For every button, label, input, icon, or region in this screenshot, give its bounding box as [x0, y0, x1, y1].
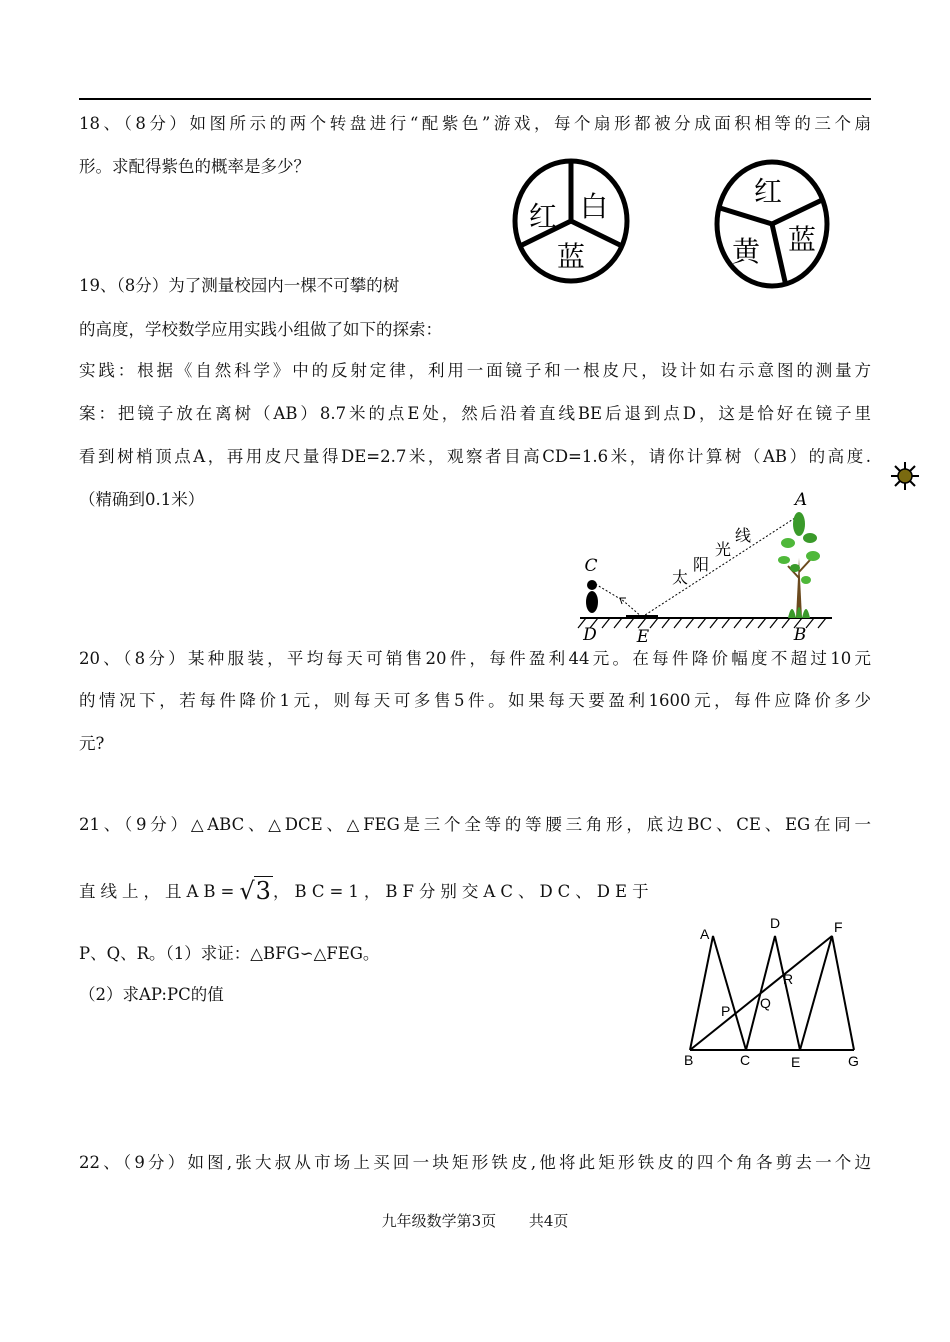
wheel1-bottom-label: 蓝 [556, 240, 586, 273]
vertex-label-C: C [740, 1052, 751, 1068]
point-label-C: C [584, 556, 598, 576]
q19-line2: 的高度，学校数学应用实践小组做了如下的探索： [79, 320, 442, 339]
wheel2-left-label: 黄 [731, 235, 761, 268]
ray-char-2: 阳 [692, 555, 710, 574]
q20-line3: 元? [79, 734, 105, 753]
q21-line4: （2）求AP:PC的值 [79, 985, 224, 1004]
vertex-label-E: E [791, 1054, 801, 1070]
point-label-E: E [636, 627, 650, 647]
q19-line3: 实践：根据《自然科学》中的反射定律，利用一面镜子和一根皮尺，设计如右示意图的测量方 [79, 361, 871, 380]
q21-line2-suffix: ，BC=1，BF分别交AC、DC、DE于 [272, 882, 654, 901]
footer-total-pages: 共4页 [528, 1212, 569, 1230]
sun-decoration-icon [890, 461, 920, 491]
q19-line5: 看到树梢顶点A，再用皮尺量得DE=2.7米，观察者目高CD=1.6米，请你计算树（AB）的高度. [79, 447, 871, 466]
mirror-measurement-figure [570, 488, 840, 648]
q20-line1: 20、（8分）某种服装，平均每天可销售20件，每件盈利44元。在每件降价幅度不超过10元 [79, 649, 871, 668]
wheel2-top-label: 红 [753, 175, 783, 208]
q18-line1: 18、（8分）如图所示的两个转盘进行“配紫色”游戏，每个扇形都被分成面积相等的三个扇 [79, 114, 871, 133]
q19-line6: （精确到0.1米） [79, 490, 205, 509]
q20-line2: 的情况下，若每件降价1元，则每天可多售5件。如果每天要盈利1600元，每件应降价多少 [79, 691, 871, 710]
top-rule [79, 98, 871, 100]
ray-char-4: 线 [734, 526, 752, 545]
vertex-label-G: G [848, 1053, 859, 1069]
vertex-label-F: F [834, 919, 843, 935]
q21-line1: 21、（9分）△ABC、△DCE、△FEG是三个全等的等腰三角形，底边BC、CE、EG在同一 [79, 815, 871, 834]
wheel1-left-label: 红 [528, 200, 558, 233]
vertex-label-D: D [770, 915, 781, 931]
point-label-Q: Q [760, 995, 771, 1011]
vertex-label-B: B [684, 1052, 694, 1068]
spinner-wheel-2 [710, 156, 834, 292]
page-footer [0, 1210, 950, 1231]
q22-line1: 22、（9分）如图,张大叔从市场上买回一块矩形铁皮,他将此矩形铁皮的四个角各剪去一个边 [79, 1153, 871, 1172]
point-label-A: A [794, 490, 808, 510]
q21-line3: P、Q、R。（1）求证：△BFG∽△FEG。 [79, 944, 380, 963]
q18-line2: 形。求配得紫色的概率是多少？ [79, 157, 310, 176]
ray-char-3: 光 [714, 540, 732, 559]
sqrt-radicand: 3 [255, 877, 271, 905]
congruent-triangles-figure [678, 912, 868, 1072]
point-label-R: R [783, 971, 794, 987]
wheel1-top-label: 白 [579, 190, 609, 223]
sqrt-symbol: √ [239, 877, 255, 905]
vertex-label-A: A [700, 926, 710, 942]
wheel2-right-label: 蓝 [787, 223, 817, 256]
tree-icon [778, 512, 820, 618]
q21-line2-prefix: 直线上，且AB= [79, 882, 240, 901]
sqrt-expression [239, 877, 273, 905]
spinner-wheel-1 [508, 156, 634, 286]
footer-page-info: 九年级数学第3页 [381, 1212, 497, 1230]
point-label-D: D [583, 625, 597, 645]
q19-line4: 案：把镜子放在离树（AB）8.7米的点E处，然后沿着直线BE后退到点D，这是恰好在镜子里 [79, 404, 871, 423]
q21-line2 [79, 877, 654, 905]
q19-line1: 19、（8分）为了测量校园内一棵不可攀的树 [79, 276, 400, 295]
ray-char-1: 太 [671, 568, 689, 587]
point-label-B: B [793, 625, 807, 645]
point-label-P: P [721, 1003, 731, 1019]
